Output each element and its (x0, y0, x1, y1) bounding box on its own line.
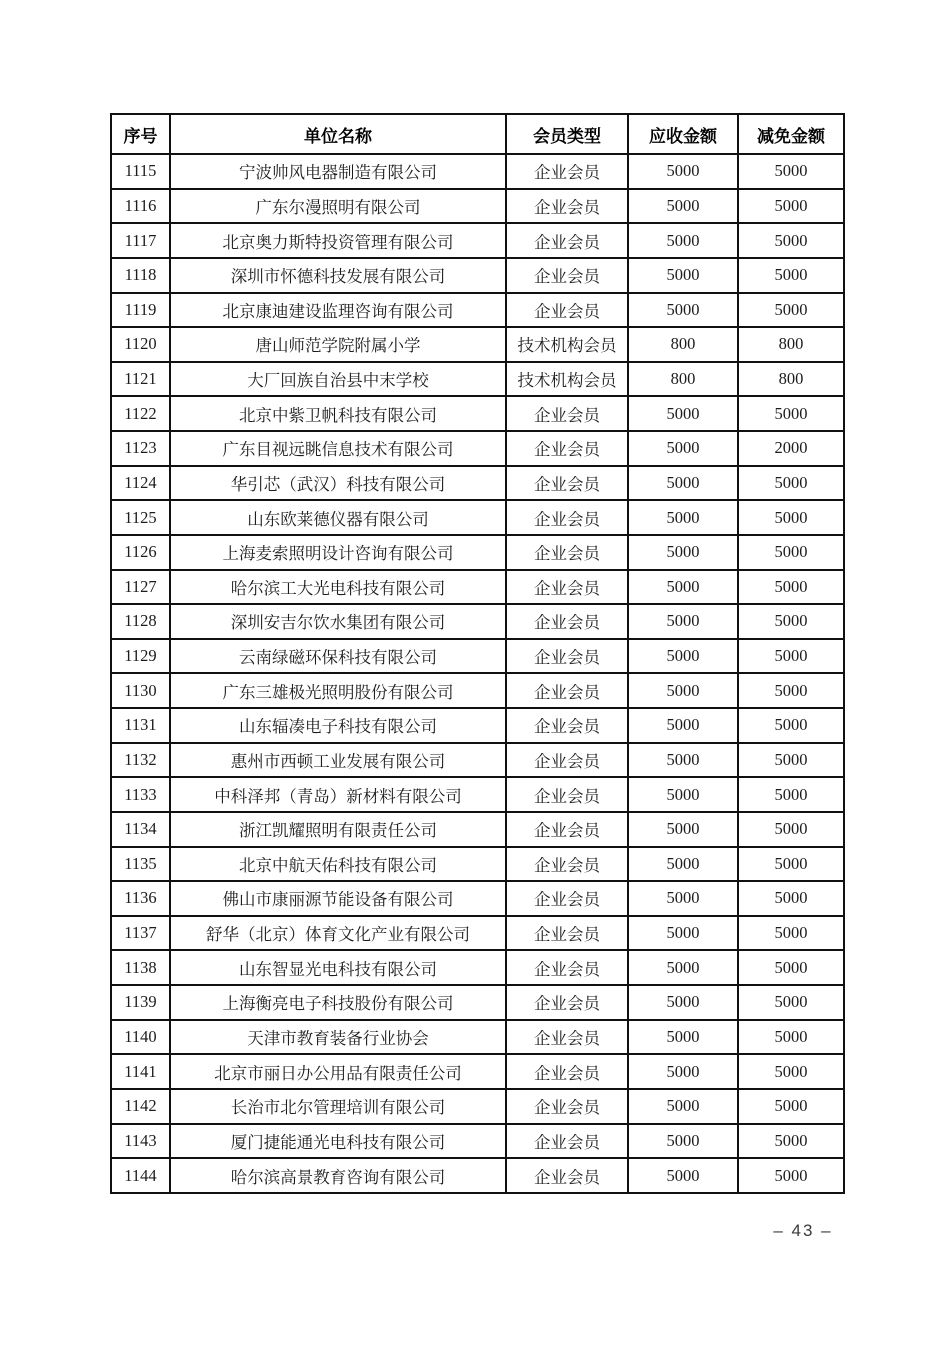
page-number: – 43 – (773, 1221, 833, 1240)
cell-amount-waived: 5000 (738, 812, 844, 847)
cell-name: 深圳安吉尔饮水集团有限公司 (170, 604, 506, 639)
column-header-serial: 序号 (111, 114, 170, 154)
cell-serial: 1128 (111, 604, 170, 639)
cell-amount-waived: 5000 (738, 223, 844, 258)
cell-amount-waived: 5000 (738, 466, 844, 501)
cell-amount-waived: 800 (738, 362, 844, 397)
table-row (111, 743, 844, 778)
cell-member-type: 技术机构会员 (506, 362, 628, 397)
cell-member-type: 企业会员 (506, 431, 628, 466)
cell-amount-due: 5000 (628, 673, 738, 708)
cell-name: 大厂回族自治县中末学校 (170, 362, 506, 397)
cell-member-type: 企业会员 (506, 1089, 628, 1124)
cell-name: 惠州市西顿工业发展有限公司 (170, 743, 506, 778)
cell-amount-waived: 5000 (738, 189, 844, 224)
cell-amount-due: 5000 (628, 258, 738, 293)
table-row (111, 639, 844, 674)
cell-amount-due: 5000 (628, 223, 738, 258)
cell-amount-waived: 5000 (738, 639, 844, 674)
cell-amount-due: 5000 (628, 466, 738, 501)
cell-amount-waived: 5000 (738, 847, 844, 882)
cell-member-type: 企业会员 (506, 916, 628, 951)
cell-member-type: 企业会员 (506, 1020, 628, 1055)
column-header-amount-waived: 减免金额 (738, 114, 844, 154)
cell-amount-due: 5000 (628, 293, 738, 328)
cell-amount-waived: 5000 (738, 950, 844, 985)
cell-amount-waived: 5000 (738, 570, 844, 605)
cell-name: 北京康迪建设监理咨询有限公司 (170, 293, 506, 328)
cell-amount-waived: 5000 (738, 500, 844, 535)
cell-amount-due: 5000 (628, 500, 738, 535)
cell-member-type: 企业会员 (506, 708, 628, 743)
cell-amount-waived: 5000 (738, 708, 844, 743)
cell-amount-waived: 5000 (738, 535, 844, 570)
cell-name: 舒华（北京）体育文化产业有限公司 (170, 916, 506, 951)
table-row (111, 777, 844, 812)
table-body (111, 154, 844, 1193)
table-row (111, 570, 844, 605)
cell-serial: 1117 (111, 223, 170, 258)
cell-name: 深圳市怀德科技发展有限公司 (170, 258, 506, 293)
cell-name: 厦门捷能通光电科技有限公司 (170, 1124, 506, 1159)
cell-member-type: 企业会员 (506, 500, 628, 535)
cell-member-type: 企业会员 (506, 1054, 628, 1089)
column-header-amount-due: 应收金额 (628, 114, 738, 154)
cell-member-type: 企业会员 (506, 847, 628, 882)
cell-name: 北京中紫卫帆科技有限公司 (170, 396, 506, 431)
table-row (111, 396, 844, 431)
cell-amount-waived: 5000 (738, 1158, 844, 1193)
cell-name: 天津市教育装备行业协会 (170, 1020, 506, 1055)
cell-serial: 1139 (111, 985, 170, 1020)
cell-serial: 1129 (111, 639, 170, 674)
cell-amount-due: 5000 (628, 570, 738, 605)
table-row (111, 362, 844, 397)
cell-amount-due: 5000 (628, 881, 738, 916)
cell-name: 云南绿磁环保科技有限公司 (170, 639, 506, 674)
cell-name: 佛山市康丽源节能设备有限公司 (170, 881, 506, 916)
cell-member-type: 企业会员 (506, 950, 628, 985)
cell-name: 北京市丽日办公用品有限责任公司 (170, 1054, 506, 1089)
cell-serial: 1115 (111, 154, 170, 189)
cell-name: 中科泽邦（青岛）新材料有限公司 (170, 777, 506, 812)
cell-serial: 1131 (111, 708, 170, 743)
cell-amount-due: 5000 (628, 1158, 738, 1193)
cell-amount-waived: 5000 (738, 985, 844, 1020)
table-row (111, 1020, 844, 1055)
table-row (111, 708, 844, 743)
cell-serial: 1118 (111, 258, 170, 293)
cell-name: 浙江凯耀照明有限责任公司 (170, 812, 506, 847)
cell-amount-due: 5000 (628, 604, 738, 639)
cell-member-type: 企业会员 (506, 639, 628, 674)
cell-serial: 1136 (111, 881, 170, 916)
table-row (111, 604, 844, 639)
cell-member-type: 企业会员 (506, 985, 628, 1020)
cell-member-type: 企业会员 (506, 189, 628, 224)
cell-amount-due: 5000 (628, 535, 738, 570)
cell-serial: 1138 (111, 950, 170, 985)
cell-serial: 1126 (111, 535, 170, 570)
cell-amount-waived: 5000 (738, 916, 844, 951)
cell-serial: 1140 (111, 1020, 170, 1055)
cell-amount-waived: 5000 (738, 1054, 844, 1089)
cell-amount-waived: 5000 (738, 154, 844, 189)
cell-member-type: 企业会员 (506, 777, 628, 812)
cell-member-type: 企业会员 (506, 1158, 628, 1193)
table-row (111, 327, 844, 362)
cell-amount-due: 5000 (628, 396, 738, 431)
cell-amount-due: 800 (628, 362, 738, 397)
cell-serial: 1125 (111, 500, 170, 535)
cell-member-type: 企业会员 (506, 673, 628, 708)
cell-amount-due: 5000 (628, 431, 738, 466)
table-row (111, 812, 844, 847)
table-header-row (111, 114, 844, 154)
cell-amount-waived: 5000 (738, 293, 844, 328)
cell-member-type: 企业会员 (506, 293, 628, 328)
cell-amount-waived: 5000 (738, 1124, 844, 1159)
cell-member-type: 企业会员 (506, 223, 628, 258)
cell-serial: 1141 (111, 1054, 170, 1089)
cell-amount-due: 5000 (628, 708, 738, 743)
cell-member-type: 企业会员 (506, 881, 628, 916)
cell-amount-waived: 5000 (738, 604, 844, 639)
cell-member-type: 企业会员 (506, 258, 628, 293)
cell-member-type: 企业会员 (506, 535, 628, 570)
table-row (111, 1158, 844, 1193)
table-row (111, 1054, 844, 1089)
cell-name: 唐山师范学院附属小学 (170, 327, 506, 362)
cell-serial: 1116 (111, 189, 170, 224)
table-row (111, 985, 844, 1020)
cell-serial: 1121 (111, 362, 170, 397)
cell-serial: 1133 (111, 777, 170, 812)
cell-member-type: 企业会员 (506, 154, 628, 189)
cell-name: 广东三雄极光照明股份有限公司 (170, 673, 506, 708)
cell-amount-due: 5000 (628, 1124, 738, 1159)
cell-name: 北京中航天佑科技有限公司 (170, 847, 506, 882)
cell-name: 北京奥力斯特投资管理有限公司 (170, 223, 506, 258)
cell-serial: 1134 (111, 812, 170, 847)
cell-amount-waived: 5000 (738, 881, 844, 916)
cell-serial: 1124 (111, 466, 170, 501)
cell-amount-due: 5000 (628, 189, 738, 224)
cell-serial: 1144 (111, 1158, 170, 1193)
column-header-member-type: 会员类型 (506, 114, 628, 154)
table-row (111, 293, 844, 328)
cell-member-type: 企业会员 (506, 1124, 628, 1159)
table-row (111, 673, 844, 708)
cell-name: 哈尔滨高景教育咨询有限公司 (170, 1158, 506, 1193)
cell-amount-waived: 5000 (738, 396, 844, 431)
cell-name: 华引芯（武汉）科技有限公司 (170, 466, 506, 501)
table-row (111, 1089, 844, 1124)
cell-serial: 1137 (111, 916, 170, 951)
table-row (111, 847, 844, 882)
cell-name: 上海衡亮电子科技股份有限公司 (170, 985, 506, 1020)
cell-amount-waived: 5000 (738, 258, 844, 293)
cell-member-type: 企业会员 (506, 604, 628, 639)
cell-amount-due: 5000 (628, 812, 738, 847)
cell-amount-due: 5000 (628, 916, 738, 951)
cell-name: 山东欧莱德仪器有限公司 (170, 500, 506, 535)
cell-amount-waived: 5000 (738, 1020, 844, 1055)
cell-serial: 1135 (111, 847, 170, 882)
cell-amount-due: 5000 (628, 1089, 738, 1124)
cell-member-type: 企业会员 (506, 466, 628, 501)
cell-member-type: 企业会员 (506, 743, 628, 778)
table-row (111, 466, 844, 501)
cell-amount-due: 5000 (628, 847, 738, 882)
table-row (111, 189, 844, 224)
cell-member-type: 企业会员 (506, 812, 628, 847)
cell-name: 宁波帅风电器制造有限公司 (170, 154, 506, 189)
table-row (111, 500, 844, 535)
cell-amount-due: 5000 (628, 985, 738, 1020)
cell-amount-waived: 5000 (738, 673, 844, 708)
table-row (111, 223, 844, 258)
table-row (111, 1124, 844, 1159)
cell-name: 广东目视远眺信息技术有限公司 (170, 431, 506, 466)
cell-amount-due: 5000 (628, 777, 738, 812)
cell-serial: 1143 (111, 1124, 170, 1159)
table-row (111, 154, 844, 189)
cell-amount-waived: 800 (738, 327, 844, 362)
cell-amount-due: 5000 (628, 154, 738, 189)
cell-amount-waived: 5000 (738, 777, 844, 812)
cell-amount-due: 5000 (628, 743, 738, 778)
table-row (111, 431, 844, 466)
cell-amount-due: 5000 (628, 950, 738, 985)
cell-amount-due: 5000 (628, 1054, 738, 1089)
cell-serial: 1123 (111, 431, 170, 466)
cell-amount-due: 5000 (628, 1020, 738, 1055)
cell-amount-waived: 5000 (738, 743, 844, 778)
cell-amount-waived: 2000 (738, 431, 844, 466)
cell-name: 上海麦索照明设计咨询有限公司 (170, 535, 506, 570)
cell-serial: 1132 (111, 743, 170, 778)
cell-name: 长治市北尔管理培训有限公司 (170, 1089, 506, 1124)
column-header-name: 单位名称 (170, 114, 506, 154)
table-row (111, 881, 844, 916)
table-row (111, 916, 844, 951)
cell-serial: 1122 (111, 396, 170, 431)
table-row (111, 258, 844, 293)
cell-serial: 1119 (111, 293, 170, 328)
membership-fee-table (110, 113, 845, 1194)
cell-amount-waived: 5000 (738, 1089, 844, 1124)
cell-name: 广东尔漫照明有限公司 (170, 189, 506, 224)
cell-serial: 1120 (111, 327, 170, 362)
cell-serial: 1142 (111, 1089, 170, 1124)
cell-member-type: 技术机构会员 (506, 327, 628, 362)
cell-name: 山东智显光电科技有限公司 (170, 950, 506, 985)
cell-serial: 1127 (111, 570, 170, 605)
table-row (111, 950, 844, 985)
cell-amount-due: 5000 (628, 639, 738, 674)
cell-member-type: 企业会员 (506, 570, 628, 605)
cell-member-type: 企业会员 (506, 396, 628, 431)
table-row (111, 535, 844, 570)
cell-amount-due: 800 (628, 327, 738, 362)
cell-name: 哈尔滨工大光电科技有限公司 (170, 570, 506, 605)
cell-name: 山东辐凑电子科技有限公司 (170, 708, 506, 743)
cell-serial: 1130 (111, 673, 170, 708)
